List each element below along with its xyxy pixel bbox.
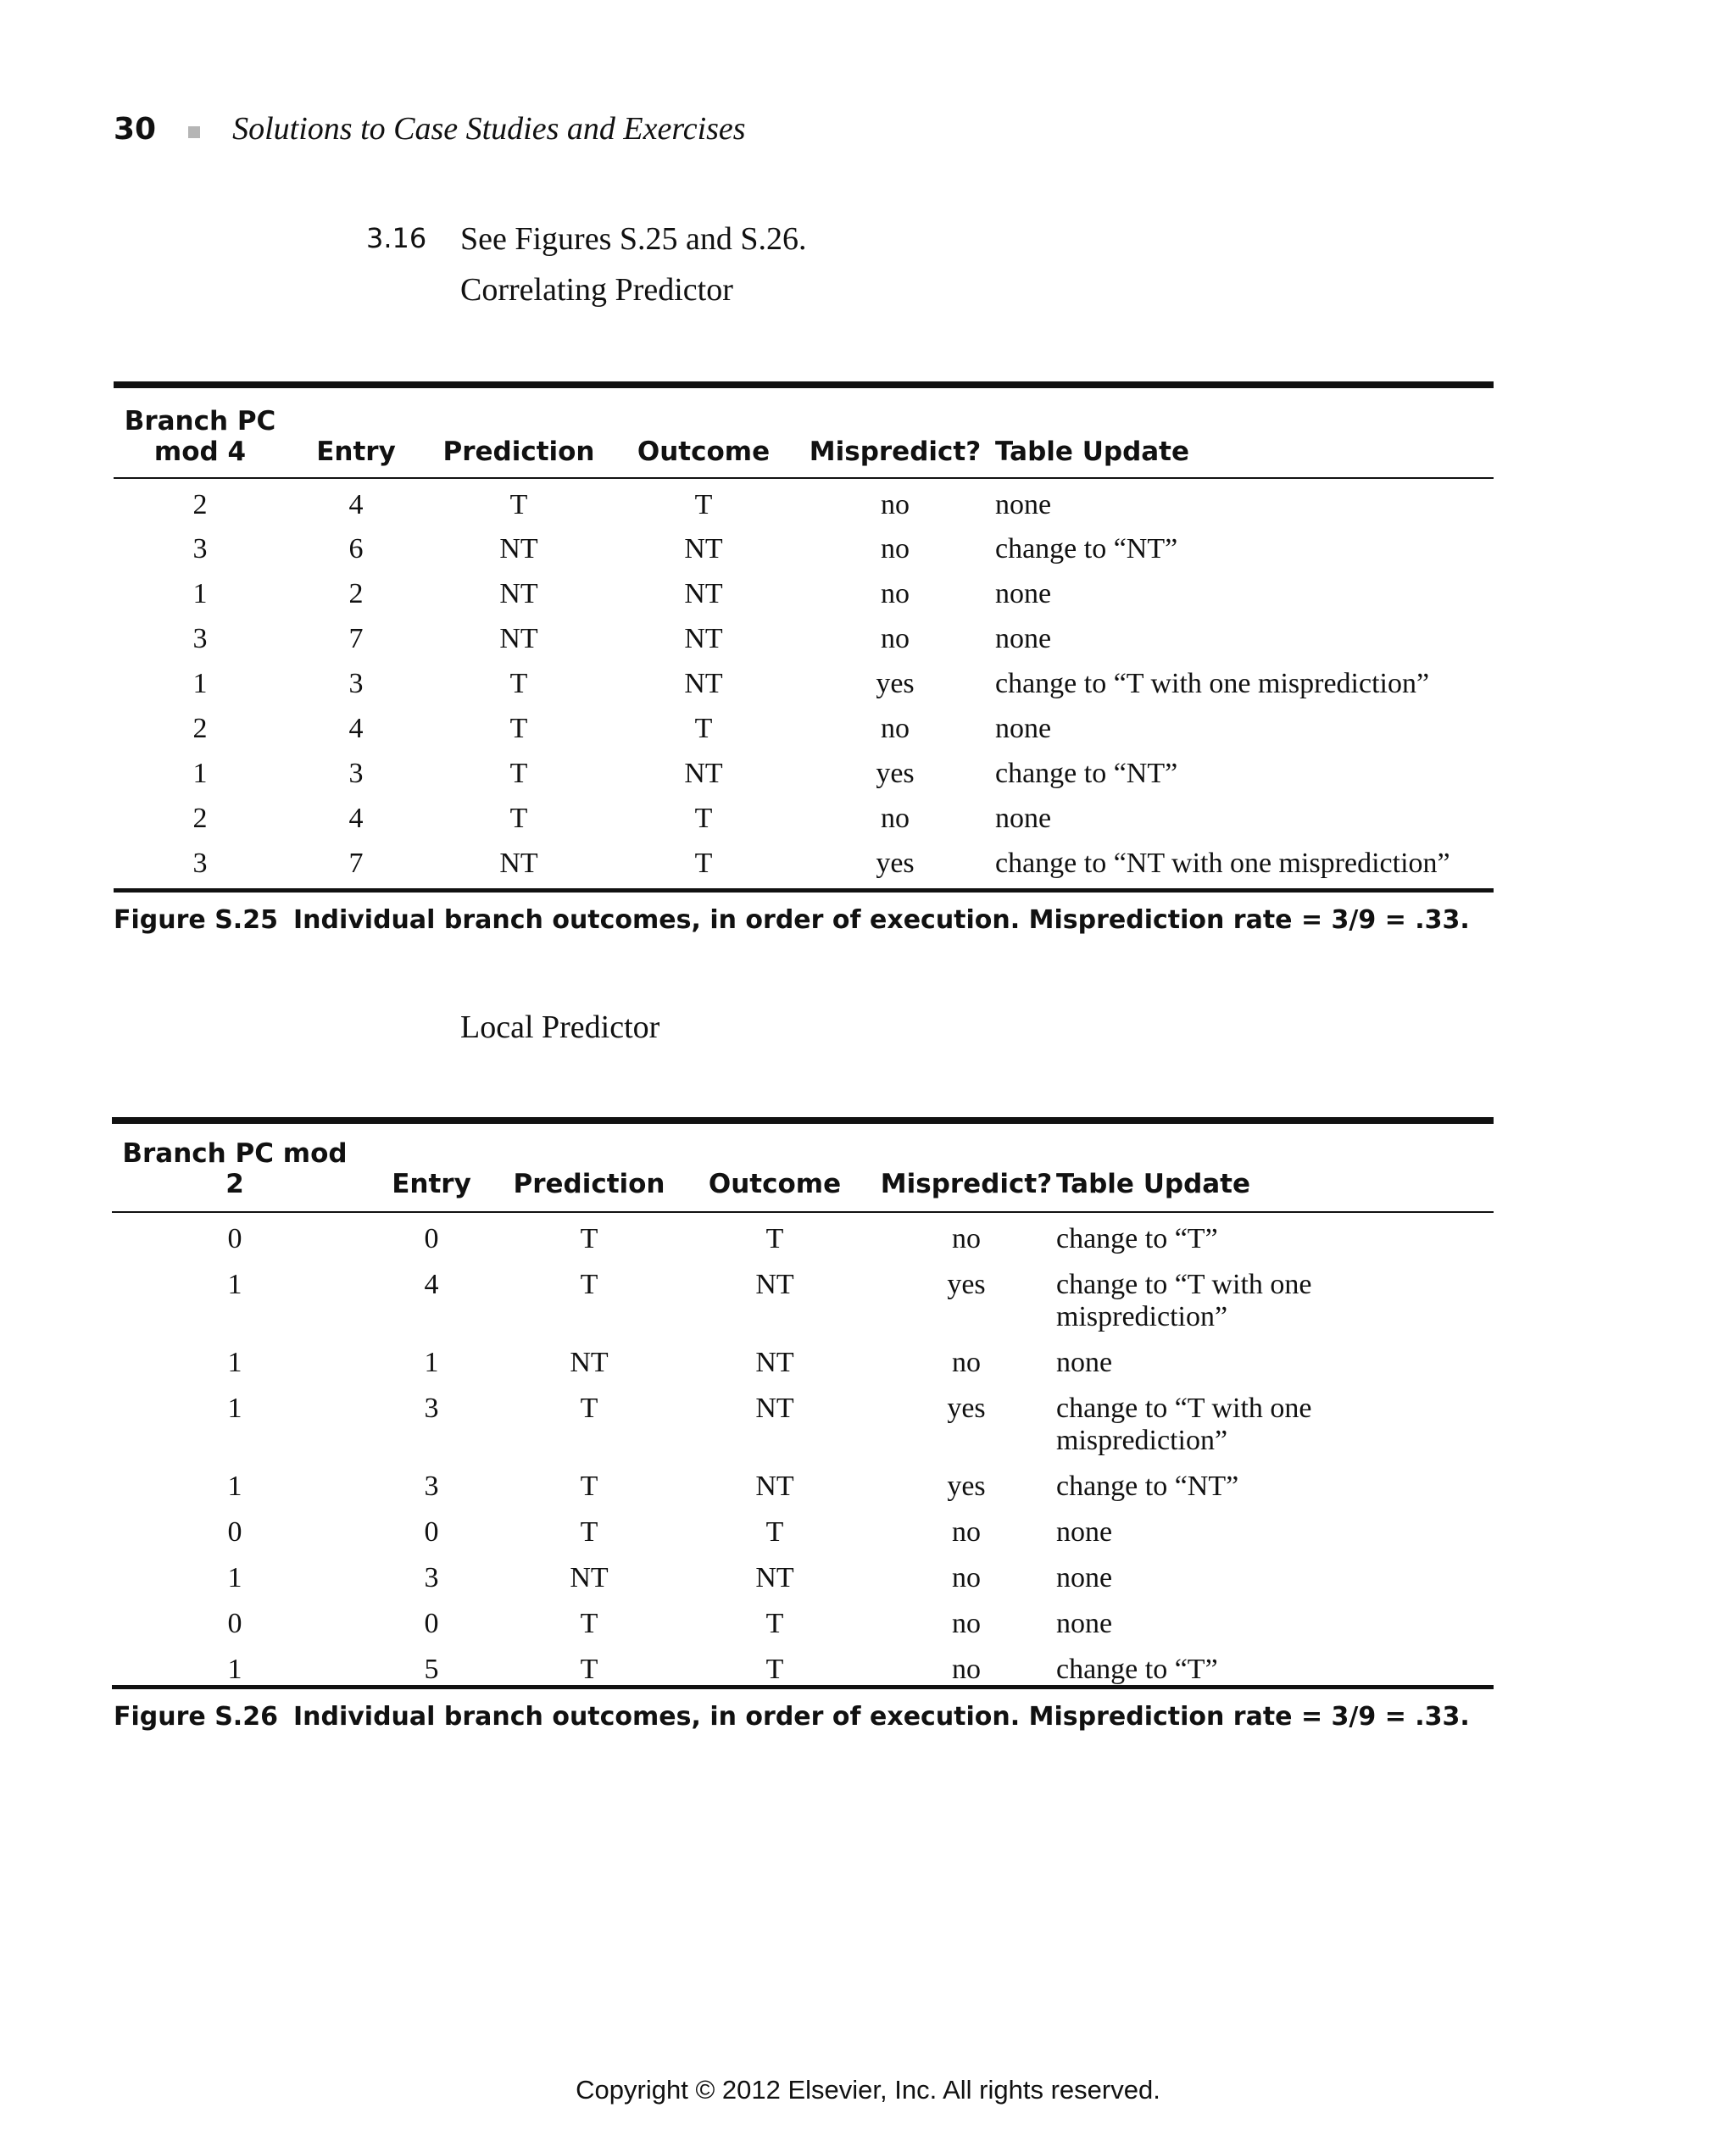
table-cell: 0 — [424, 1516, 439, 1548]
table-cell: NT — [684, 578, 723, 609]
table-cell: NT — [570, 1347, 609, 1378]
column-header: Mispredict? — [809, 437, 982, 467]
subhead-local-predictor: Local Predictor — [460, 1009, 660, 1045]
table-cell: yes — [876, 758, 915, 789]
table-cell: 2 — [192, 803, 208, 834]
column-header: Table Update — [1056, 1169, 1251, 1199]
table-cell: 1 — [192, 758, 208, 789]
table-cell: 0 — [227, 1223, 242, 1254]
table-cell: none — [995, 623, 1052, 654]
table-cell: none — [995, 803, 1052, 834]
table-cell: 1 — [227, 1393, 242, 1424]
subhead-correlating-predictor: Correlating Predictor — [460, 272, 733, 308]
table-row — [112, 1552, 1494, 1598]
table-cell: 4 — [348, 489, 364, 520]
table-cell: no — [881, 803, 910, 834]
table-cell: T — [580, 1223, 598, 1254]
table-header-row — [112, 1132, 1494, 1212]
table-cell: 2 — [192, 489, 208, 520]
table-1-top-rule — [114, 381, 1494, 388]
table-cell: 0 — [227, 1516, 242, 1548]
column-header: Prediction — [513, 1169, 665, 1199]
table-cell: 5 — [424, 1654, 439, 1685]
table-cell: T — [509, 803, 528, 834]
table-cell: NT — [684, 758, 723, 789]
table-header-row — [114, 392, 1494, 478]
table-cell: none — [995, 578, 1052, 609]
table-cell: none — [995, 713, 1052, 744]
table-cell: no — [881, 489, 910, 520]
table-cell: 0 — [227, 1608, 242, 1639]
table-cell: yes — [947, 1393, 986, 1424]
table-cell: T — [509, 713, 528, 744]
table-cell: NT — [684, 533, 723, 564]
table-cell: none — [1056, 1562, 1113, 1593]
table-cell: 1 — [192, 668, 208, 699]
table-cell: no — [881, 578, 910, 609]
table-cell: T — [765, 1516, 784, 1548]
table-cell: change to “NT” — [1056, 1471, 1239, 1502]
table-cell: change to “NT” — [995, 533, 1178, 564]
column-header: Table Update — [995, 437, 1190, 467]
table-cell: 1 — [192, 578, 208, 609]
table-cell: NT — [684, 623, 723, 654]
table-cell: T — [580, 1471, 598, 1502]
running-head — [114, 103, 746, 154]
table-cell: T — [694, 848, 713, 879]
table-cell: 1 — [227, 1654, 242, 1685]
table-cell: T — [580, 1269, 598, 1300]
table-cell: yes — [947, 1269, 986, 1300]
table-cell: 3 — [348, 668, 364, 699]
table-1-bottom-rule — [114, 888, 1494, 893]
table-row — [112, 1598, 1494, 1643]
page-number: 30 — [114, 111, 157, 147]
table-row — [114, 748, 1494, 792]
figure-caption-s26 — [114, 1702, 1470, 1732]
column-header: Outcome — [637, 437, 771, 467]
table-row — [112, 1643, 1494, 1689]
column-header: Entry — [316, 437, 396, 467]
column-header: Branch PC mod 4 — [124, 406, 276, 467]
table-cell: 3 — [348, 758, 364, 789]
table-cell: yes — [947, 1471, 986, 1502]
caption-text: Individual branch outcomes, in order of execution. Misprediction rate = 3/9 = .33. — [292, 1702, 1470, 1732]
table-cell: 3 — [424, 1562, 439, 1593]
correlating-predictor-table — [114, 392, 1494, 882]
table-row — [114, 792, 1494, 837]
table-cell: NT — [499, 848, 538, 879]
table-cell: T — [580, 1654, 598, 1685]
table-cell: NT — [499, 623, 538, 654]
table-cell: change to “T with one misprediction” — [1056, 1393, 1312, 1456]
table-cell: 1 — [227, 1471, 242, 1502]
table-cell: no — [881, 623, 910, 654]
table-cell: 4 — [424, 1269, 439, 1300]
table-cell: NT — [755, 1562, 794, 1593]
table-cell: T — [694, 713, 713, 744]
copyright-notice: Copyright © 2012 Elsevier, Inc. All rights reserved. — [576, 2075, 1160, 2105]
table-cell: 7 — [348, 623, 364, 654]
table-cell: T — [580, 1393, 598, 1424]
table-cell: 0 — [424, 1223, 439, 1254]
local-predictor-table — [112, 1132, 1494, 1689]
table-cell: change to “NT” — [995, 758, 1178, 789]
table-cell: 0 — [424, 1608, 439, 1639]
exercise-text: See Figures S.25 and S.26. — [460, 221, 807, 257]
running-title: Solutions to Case Studies and Exercises — [232, 111, 746, 147]
table-row — [114, 703, 1494, 748]
table-cell: 3 — [192, 623, 208, 654]
table-cell: 3 — [192, 848, 208, 879]
caption-label: Figure S.25 — [114, 905, 278, 935]
table-2-top-rule — [112, 1117, 1494, 1124]
square-bullet-icon — [188, 126, 200, 138]
table-cell: 3 — [192, 533, 208, 564]
table-cell: NT — [755, 1471, 794, 1502]
table-row — [112, 1382, 1494, 1460]
table-cell: none — [1056, 1516, 1113, 1548]
table-cell: no — [952, 1562, 981, 1593]
table-row — [114, 837, 1494, 882]
table-row — [112, 1506, 1494, 1552]
table-row — [112, 1460, 1494, 1506]
figure-caption-s25 — [114, 905, 1470, 935]
table-cell: yes — [876, 848, 915, 879]
table-cell: 1 — [227, 1269, 242, 1300]
column-header: Outcome — [708, 1169, 842, 1199]
table-cell: T — [509, 668, 528, 699]
table-cell: 2 — [192, 713, 208, 744]
table-cell: 2 — [348, 578, 364, 609]
table-cell: NT — [755, 1269, 794, 1300]
table-cell: no — [952, 1347, 981, 1378]
table-cell: 1 — [227, 1562, 242, 1593]
table-cell: 1 — [227, 1347, 242, 1378]
table-cell: NT — [684, 668, 723, 699]
table-cell: change to “T” — [1056, 1223, 1218, 1254]
table-cell: T — [765, 1223, 784, 1254]
table-cell: 7 — [348, 848, 364, 879]
table-cell: 4 — [348, 803, 364, 834]
column-header: Mispredict? — [880, 1169, 1053, 1199]
table-row — [114, 568, 1494, 613]
table-cell: T — [509, 489, 528, 520]
table-cell: no — [881, 533, 910, 564]
column-header: Branch PC mod 2 — [122, 1138, 348, 1199]
table-cell: NT — [570, 1562, 609, 1593]
table-cell: no — [952, 1516, 981, 1548]
column-header: Prediction — [442, 437, 595, 467]
caption-label: Figure S.26 — [114, 1702, 278, 1732]
table-cell: NT — [755, 1393, 794, 1424]
table-cell: none — [1056, 1608, 1113, 1639]
table-cell: 1 — [424, 1347, 439, 1378]
table-row — [114, 658, 1494, 703]
table-cell: 3 — [424, 1393, 439, 1424]
table-cell: change to “NT with one misprediction” — [995, 848, 1450, 879]
table-cell: T — [765, 1608, 784, 1639]
table-2-bottom-rule — [112, 1685, 1494, 1689]
table-cell: T — [694, 489, 713, 520]
table-row — [112, 1212, 1494, 1259]
column-header: Entry — [392, 1169, 471, 1199]
table-cell: change to “T” — [1056, 1654, 1218, 1685]
table-cell: yes — [876, 668, 915, 699]
table-row — [112, 1337, 1494, 1382]
table-cell: T — [765, 1654, 784, 1685]
table-cell: change to “T with one misprediction” — [1056, 1269, 1312, 1332]
table-cell: 6 — [348, 533, 364, 564]
table-row — [114, 523, 1494, 568]
table-cell: T — [580, 1516, 598, 1548]
exercise-number: 3.16 — [366, 222, 427, 254]
table-cell: none — [995, 489, 1052, 520]
table-cell: T — [509, 758, 528, 789]
table-row — [114, 613, 1494, 658]
table-cell: change to “T with one misprediction” — [995, 668, 1430, 699]
table-cell: NT — [499, 578, 538, 609]
table-cell: T — [694, 803, 713, 834]
table-cell: none — [1056, 1347, 1113, 1378]
table-row — [112, 1259, 1494, 1337]
table-cell: 3 — [424, 1471, 439, 1502]
table-cell: NT — [499, 533, 538, 564]
table-cell: NT — [755, 1347, 794, 1378]
table-cell: 4 — [348, 713, 364, 744]
table-cell: no — [952, 1654, 981, 1685]
table-row — [114, 478, 1494, 523]
table-cell: no — [881, 713, 910, 744]
table-cell: no — [952, 1608, 981, 1639]
caption-text: Individual branch outcomes, in order of execution. Misprediction rate = 3/9 = .33. — [292, 905, 1470, 935]
table-cell: no — [952, 1223, 981, 1254]
table-cell: T — [580, 1608, 598, 1639]
